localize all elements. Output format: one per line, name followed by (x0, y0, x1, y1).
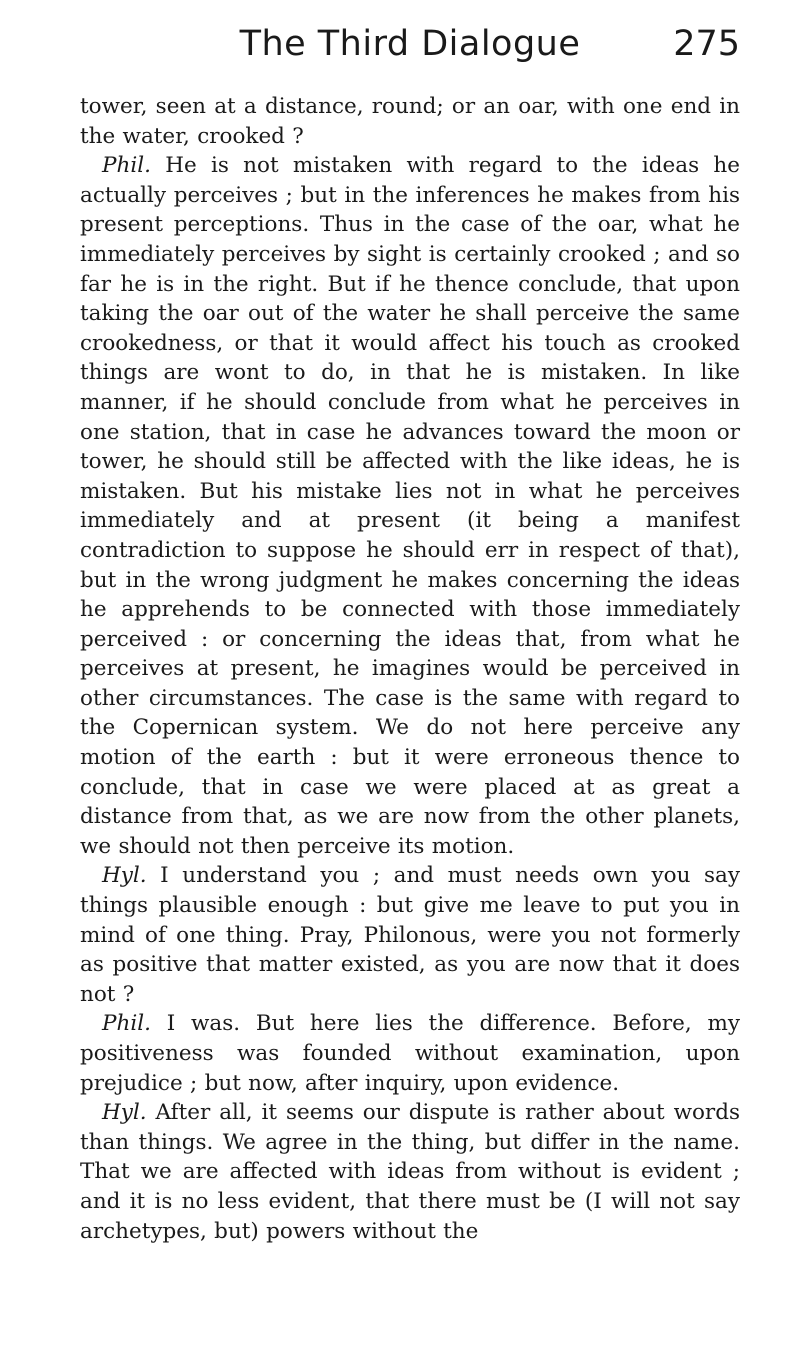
paragraph (80, 151, 740, 861)
page-number: 275 (673, 24, 740, 64)
body-text (80, 92, 740, 1246)
running-title: The Third Dialogue (239, 24, 581, 64)
paragraph (80, 861, 740, 1009)
paragraph (80, 92, 740, 151)
paragraph (80, 1009, 740, 1098)
speaker-label: Hyl. (102, 863, 147, 889)
speaker-label: Phil. (102, 153, 151, 179)
paragraph-text: He is not mistaken with regard to the ideas he actually perceives ; but in the inferences he makes from his present perceptions. Thus in the case of the oar, what he immediately perceives by sight is certainly crooked ; and so far he is in the right. But if he thence conclude, that upon taking the oar out of the water he shall perceive the same crookedness, or that it would affect his touch as crooked things are wont to do, in that he is mistaken. In like manner, if he should conclude from what he perceives in one station, that in case he advances toward the moon or tower, he should still be affected with the like ideas, he is mistaken. But his mistake lies not in what he perceives immediately and at present (it being a manifest contradiction to suppose he should err in respect of that), but in the wrong judgment he makes concerning the ideas he apprehends to be connected with those immediately perceived : or concerning the ideas that, from what he perceives at present, he imagines would be perceived in other circumstances. The case is the same with regard to the Copernican system. We do not here perceive any motion of the earth : but it were erroneous thence to conclude, that in case we were placed at as great a distance from that, as we are now from the other planets, we should not then perceive its motion. (80, 153, 740, 859)
page-header (80, 18, 740, 78)
paragraph-text: tower, seen at a distance, round; or an oar, with one end in the water, crooked ? (80, 94, 740, 149)
paragraph-text: After all, it seems our dispute is rather about words than things. We agree in the thing, but differ in the name. That we are affected with ideas from without is evident ; and it is no less evident, that there must be (I will not say archetypes, but) powers without the (80, 1100, 740, 1244)
speaker-label: Phil. (102, 1011, 151, 1037)
speaker-label: Hyl. (102, 1100, 147, 1126)
paragraph-text: I understand you ; and must needs own you say things plausible enough : but give me leave to put you in mind of one thing. Pray, Philonous, were you not formerly as positive that matter existed, as you are now that it does not ? (80, 863, 740, 1007)
paragraph-text: I was. But here lies the difference. Before, my positiveness was founded without examination, upon prejudice ; but now, after inquiry, upon evidence. (80, 1011, 740, 1096)
paragraph (80, 1098, 740, 1246)
